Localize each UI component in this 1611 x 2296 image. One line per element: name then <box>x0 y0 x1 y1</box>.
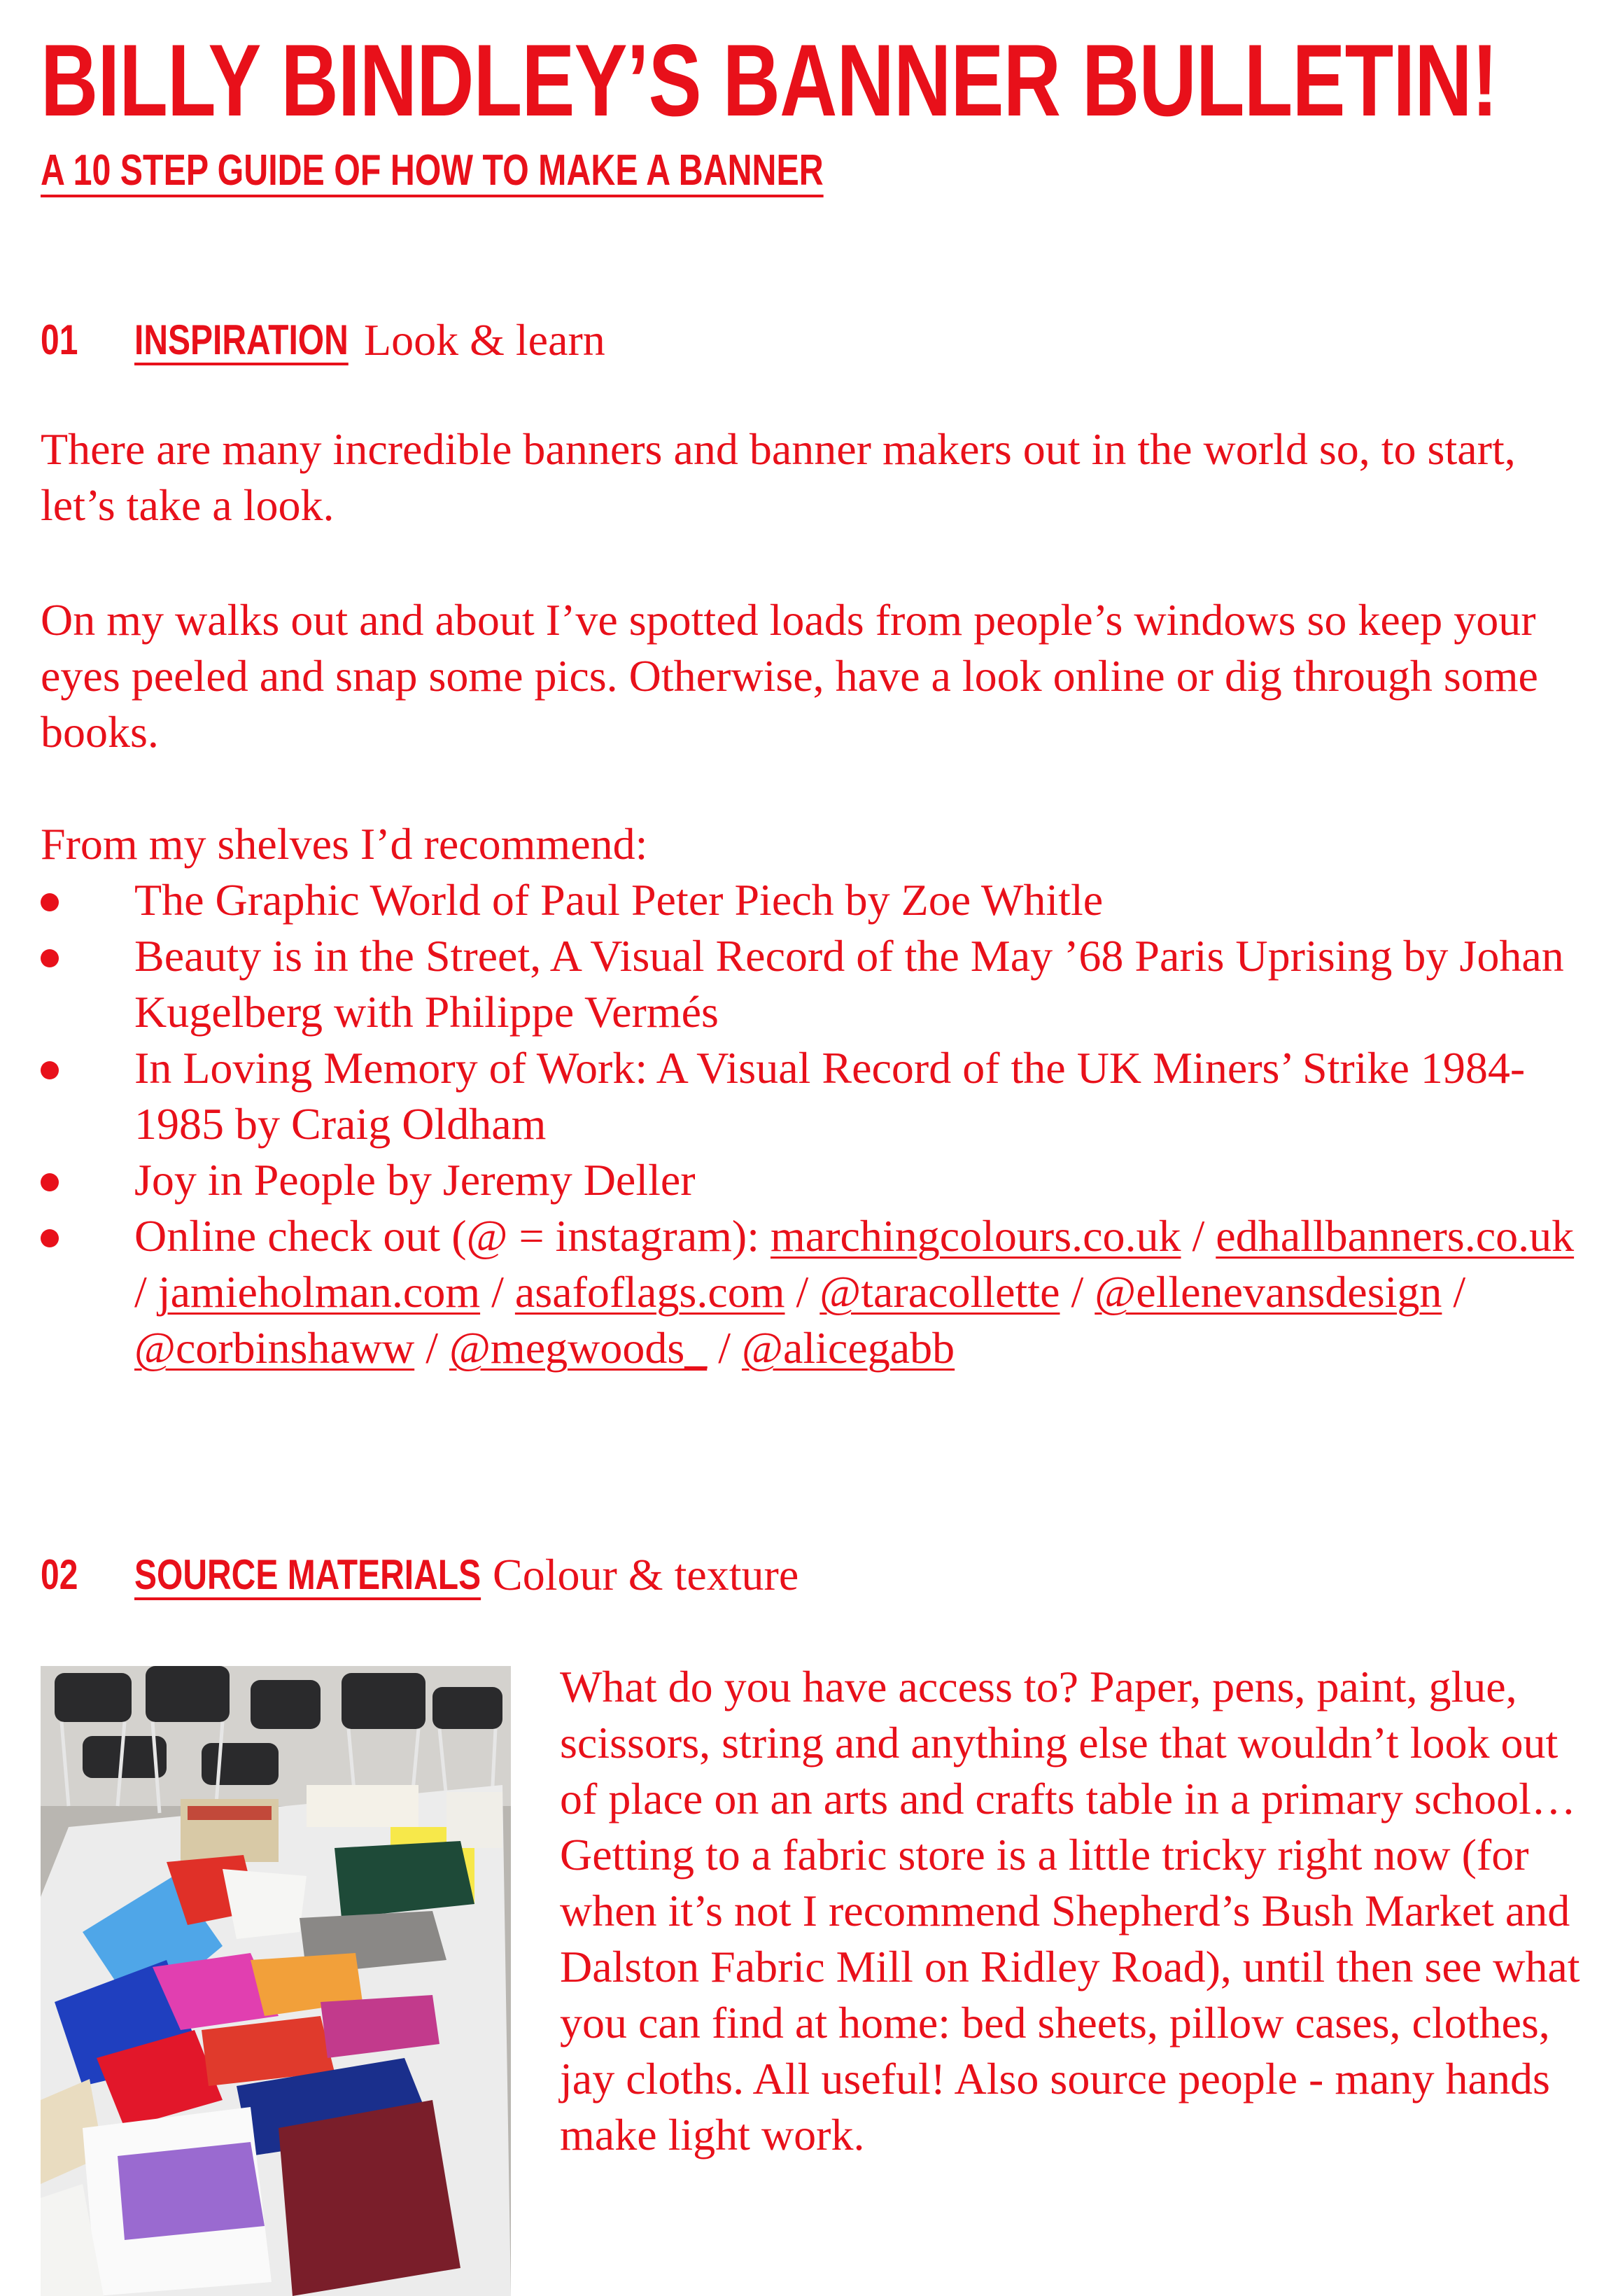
link-separator: / <box>1181 1211 1216 1261</box>
link-separator: / <box>1442 1267 1466 1317</box>
step-01-label: INSPIRATION <box>134 316 349 363</box>
inspiration-paragraph-2: On my walks out and about I’ve spotted loads from people’s windows so keep your eyes peeled and snap some pics. Otherwise, have a look online or dig through some books. <box>41 595 1538 757</box>
link-megwoods[interactable]: @megwoods_ <box>449 1323 708 1373</box>
list-item <box>41 1040 1580 1152</box>
list-item-online <box>41 1208 1580 1376</box>
link-marchingcolours[interactable]: marchingcolours.co.uk <box>771 1211 1181 1261</box>
book-title: Joy in People by Jeremy Deller <box>134 1155 696 1205</box>
bullet-icon <box>41 893 59 911</box>
link-edhallbanners[interactable]: edhallbanners.co.uk <box>1216 1211 1575 1261</box>
book-list <box>41 872 1580 1376</box>
link-separator: / <box>414 1323 449 1373</box>
book-title: In Loving Memory of Work: A Visual Record of the UK Miners’ Strike 1984-1985 by Craig Oldham <box>134 1043 1526 1149</box>
step-02-number: 02 <box>41 1551 78 1598</box>
link-taracollette[interactable]: @taracollette <box>819 1267 1060 1317</box>
bullet-icon <box>41 1229 59 1247</box>
list-item <box>41 872 1580 928</box>
materials-paragraph: What do you have access to? Paper, pens, paint, glue, scissors, string and anything else that wouldn’t look out of place on an arts and crafts table in a primary school… Getting to a fabric store is a little tricky right now (for when it’s not I recommend Shepherd’s Bush Market and Dalston Fabric Mill on Ridley Road), until then see what you can find at home: bed sheets, pillow cases, clothes, jay cloths. All useful! Also source people - many hands make light work. <box>560 1662 1580 2160</box>
link-separator: / <box>134 1267 158 1317</box>
link-corbinshaww[interactable]: @corbinshaww <box>134 1323 415 1373</box>
online-intro: Online check out (@ = instagram): <box>134 1211 771 1261</box>
page-subtitle: A 10 STEP GUIDE OF HOW TO MAKE A BANNER <box>41 146 824 195</box>
step-01-number: 01 <box>41 316 78 363</box>
recommend-intro: From my shelves I’d recommend: <box>41 819 648 869</box>
link-ellenevansdesign[interactable]: @ellenevansdesign <box>1095 1267 1442 1317</box>
step-02-sublabel: Colour & texture <box>493 1550 799 1600</box>
book-title: The Graphic World of Paul Peter Piech by Zoe Whitle <box>134 875 1104 925</box>
bullet-icon <box>41 949 59 967</box>
list-item <box>41 1152 1580 1208</box>
list-item <box>41 928 1580 1040</box>
link-separator: / <box>785 1267 820 1317</box>
bullet-icon <box>41 1173 59 1191</box>
link-alicegabb[interactable]: @alicegabb <box>742 1323 955 1373</box>
inspiration-paragraph-1: There are many incredible banners and banner makers out in the world so, to start, let’s take a look. <box>41 424 1516 530</box>
link-jamieholman[interactable]: jamieholman.com <box>157 1267 481 1317</box>
step-02-label: SOURCE MATERIALS <box>134 1551 481 1598</box>
link-separator: / <box>1060 1267 1095 1317</box>
book-title: Beauty is in the Street, A Visual Record of the May ’68 Paris Uprising by Johan Kugelberg with Philippe Vermés <box>134 931 1564 1037</box>
step-01-sublabel: Look & learn <box>364 315 605 365</box>
link-separator: / <box>707 1323 742 1373</box>
link-separator: / <box>480 1267 515 1317</box>
fabric-materials-photo <box>41 1666 511 2296</box>
link-asafoflags[interactable]: asafoflags.com <box>514 1267 785 1317</box>
bullet-icon <box>41 1061 59 1079</box>
page-title: BILLY BINDLEY’S BANNER BULLETIN! <box>41 23 1498 137</box>
